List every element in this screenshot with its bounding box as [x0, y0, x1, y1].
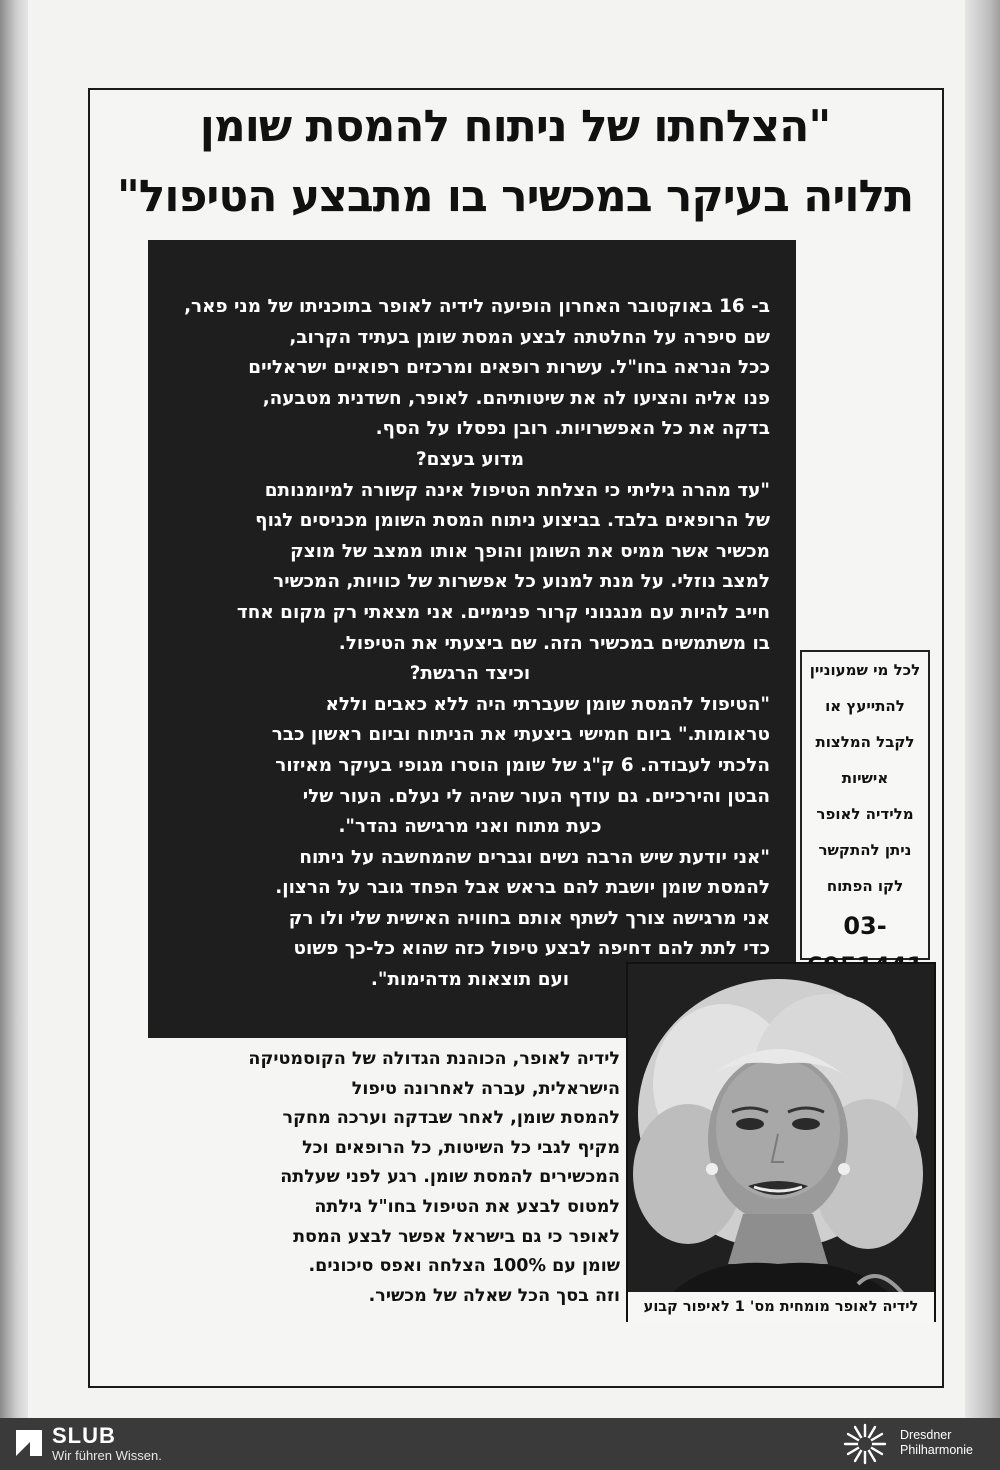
headline: [110, 92, 920, 232]
article-line: בו משתמשים במכשיר הזה. שם ביצעתי את הטיפול.: [338, 632, 770, 654]
article-line: להמסת שומן יושבת להם בראש אבל הפחד גובר על הרצון.: [275, 877, 770, 899]
article-line: פנו אליה והציעו לה את שיטותיהם. לאופר, חשדנית מטבעה,: [262, 387, 770, 409]
article-line: מכשיר אשר ממיס את השומן והופך אותו ממצב של מוצק: [290, 540, 770, 562]
intro-line: לאופר כי גם בישראל אפשר לבצע המסת: [293, 1226, 620, 1247]
philharmonie-line-2: Philharmonie: [900, 1443, 973, 1457]
intro-line: וזה בסך הכל שאלה של מכשיר.: [368, 1285, 620, 1306]
article-line: חייב להיות עם מנגנוני קרור פנימיים. אני מצאתי רק מקום אחד: [236, 601, 770, 623]
phone-number: 03-: [843, 912, 887, 940]
slub-name[interactable]: SLUB: [52, 1423, 116, 1448]
sidebar-line: מלידיה לאופר: [816, 805, 914, 823]
sidebar-line: לקבל המלצות: [815, 733, 915, 751]
footer-bar: [0, 1418, 1000, 1470]
portrait-photo: [626, 962, 936, 1322]
headline-line-1: "הצלחתו של ניתוח להמסת שומן: [199, 101, 831, 152]
slub-tagline: Wir führen Wissen.: [52, 1448, 162, 1463]
article-line: כעת מתוח ואני מרגישה נהדר".: [338, 816, 602, 838]
sidebar-line: להתייעץ או: [825, 697, 905, 715]
headline-line-2: תלויה בעיקר במכשיר בו מתבצע הטיפול": [116, 171, 914, 222]
article-line: אני מרגישה צורך לשתף אותם בחוויה האישית שלי ולו רק: [288, 907, 770, 929]
article-line: טראומות." ביום חמישי ביצעתי את הניתוח וביום ראשון כבר: [271, 724, 770, 746]
article-line: של הרופאים בלבד. בביצוע ניתוח המסת השומן מכניסים לגוף: [255, 510, 770, 532]
article-line: שם סיפרה על החלטתה לבצע המסת שומן בעתיד הקרוב,: [289, 326, 770, 348]
article-line: "הטיפול להמסת שומן שעברתי היה ללא כאבים וללא: [325, 693, 770, 715]
sidebar-line: לקו הפתוח: [826, 877, 904, 895]
sidebar-line: לכל מי שמעוניין: [809, 661, 921, 679]
page-edge: [965, 0, 1000, 1418]
article-line: בדקה את כל האפשרויות. רובן נפסלו על הסף.: [375, 418, 770, 440]
philharmonie-line-1: Dresdner: [900, 1428, 952, 1442]
article-line: למצב נוזלי. על מנת למנוע כל אפשרות של כוויות, המכשיר: [273, 571, 770, 593]
article-subheading: וכיצד הרגשת?: [409, 663, 531, 685]
intro-text: [148, 1045, 620, 1311]
intro-line: שומן עם 100% הצלחה ואפס סיכונים.: [308, 1256, 620, 1277]
intro-line: למטוס לבצע את הטיפול בחו"ל גילתה: [314, 1196, 620, 1217]
article-line: הבטן והירכיים. גם עודף העור שהיה לי נעלם. העור שלי: [302, 785, 770, 807]
article-text: [170, 292, 770, 996]
article-line: "עד מהרה גיליתי כי הצלחת הטיפול אינה קשורה למיומנותם: [264, 479, 770, 501]
intro-line: לידיה לאופר, הכוהנת הגדולה של הקוסמטיקה: [248, 1049, 620, 1069]
photo-caption: לידיה לאופר מומחית מס' 1 לאיפור קבוע: [628, 1292, 934, 1322]
philharmonie-logo-icon[interactable]: [842, 1422, 888, 1466]
book-binding: [0, 0, 30, 1418]
article-line: כדי לתת להם דחיפה לבצע טיפול כזה שהוא כל-כך פשוט: [293, 938, 770, 960]
portrait-illustration: [628, 964, 936, 1322]
article-line: ב- 16 באוקטובר האחרון הופיעה לידיה לאופר בתוכניתו של מני פאר,: [184, 296, 770, 317]
article-line: ועם תוצאות מדהימות".: [370, 969, 570, 991]
slub-logo-icon[interactable]: [14, 1428, 44, 1458]
philharmonie-name[interactable]: [900, 1428, 973, 1458]
article-line: ככל הנראה בחו"ל. עשרות רופאים ומרכזים רפואיים ישראליים: [248, 357, 770, 379]
intro-line: מקיף לגבי כל השיטות, כל הרופאים וכל: [302, 1137, 620, 1158]
sidebar-line: אישיות: [841, 769, 889, 787]
sidebar-line: ניתן להתקשר: [818, 841, 912, 859]
intro-line: הישראלית, עברה לאחרונה טיפול: [351, 1078, 620, 1099]
article-line: "אני יודעת שיש הרבה נשים וגברים שהמחשבה על ניתוח: [299, 846, 770, 868]
intro-line: להמסת שומן, לאחר שבדקה וערכה מחקר: [282, 1108, 620, 1129]
article-subheading: מדוע בעצם?: [415, 448, 525, 470]
article-line: הלכתי לעבודה. 6 ק"ג של שומן הוסרו מגופי בעיקר מאיזור: [275, 754, 770, 776]
intro-line: המכשירים להמסת שומן. רגע לפני שעלתה: [280, 1167, 620, 1188]
contact-sidebar: [800, 650, 930, 960]
